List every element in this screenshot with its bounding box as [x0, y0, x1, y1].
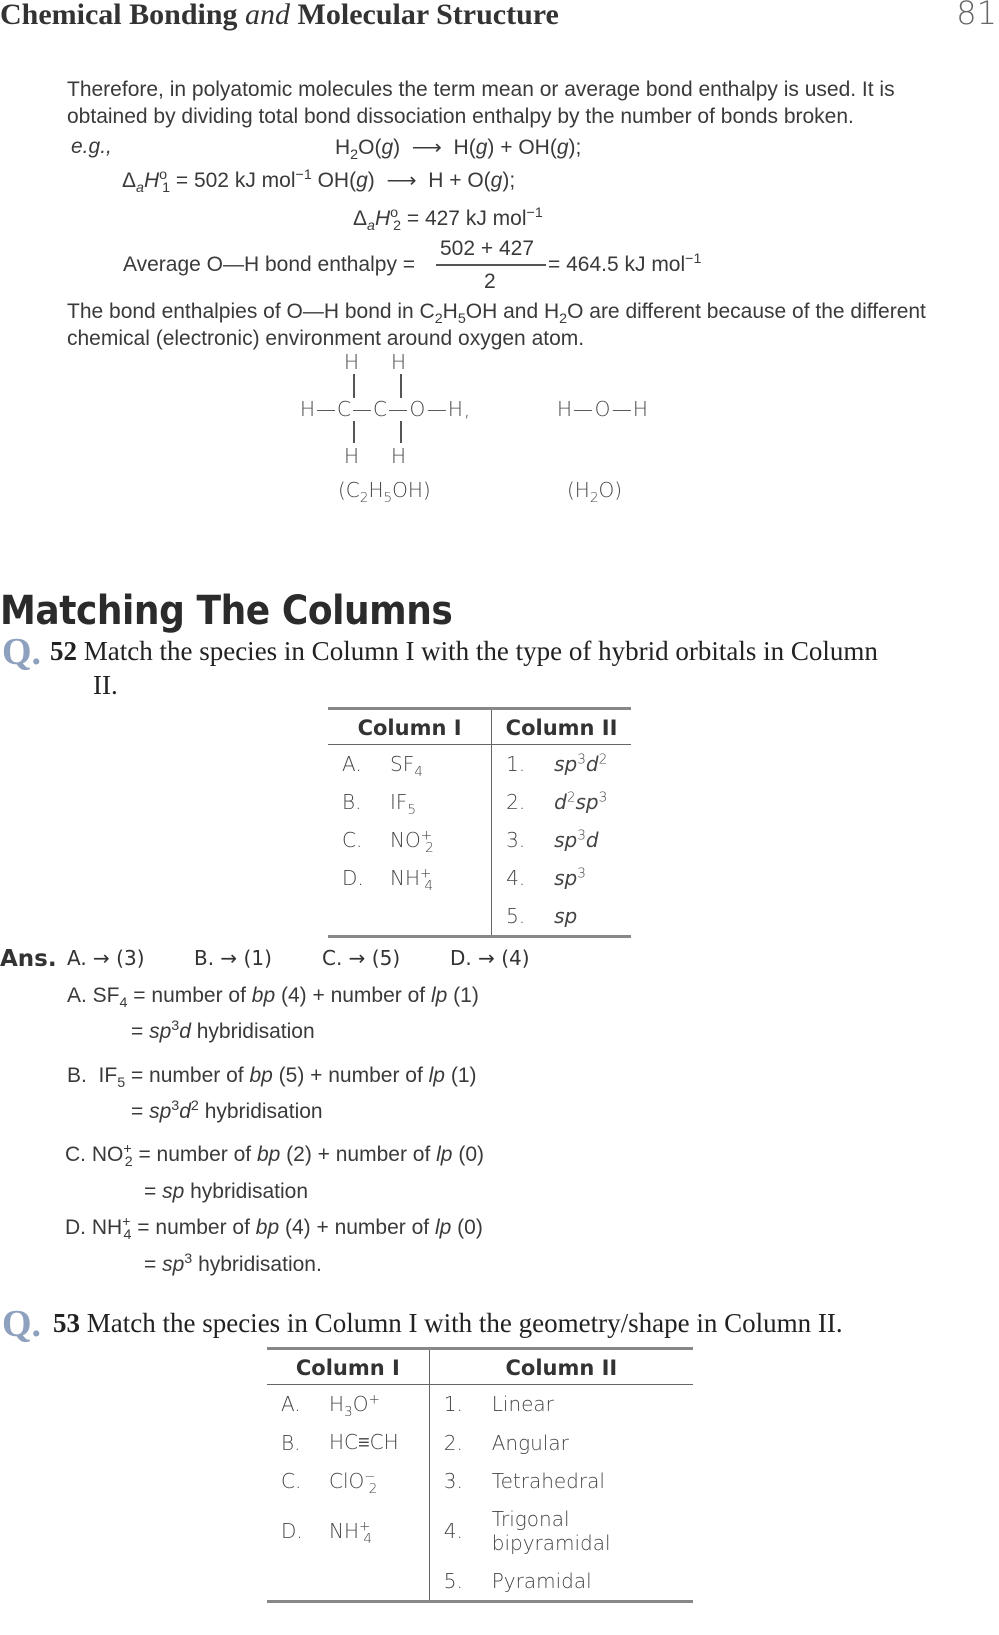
right-label: 4. [506, 866, 526, 890]
right-value: sp [544, 897, 631, 937]
bond-c2-top [400, 374, 402, 398]
header-title-part2: Molecular Structure [297, 0, 559, 31]
q52-line-2: II. [93, 670, 118, 700]
q53-number: 53 [53, 1308, 80, 1338]
eg-text: e.g., [71, 135, 112, 158]
table-row [328, 859, 631, 897]
left-value: $NH^+_4$ [319, 1500, 429, 1562]
left-label: D. [342, 866, 364, 890]
right-value: $d^2sp^3$ [554, 789, 608, 814]
ans52-expl-a1: A. $SF_4$ = number of bp (4) + number of lp (1) [67, 984, 479, 1012]
bond-c1-bottom [353, 421, 355, 443]
right-value: Tetrahedral [491, 1469, 605, 1493]
ans52-expl-b2: = $sp^3d^2$ hybridisation [131, 1098, 323, 1123]
header-title-part1: Chemical Bonding [0, 0, 238, 31]
right-value: $sp^3d$ [554, 827, 599, 852]
table-row [267, 1500, 693, 1562]
left-label: C. [342, 828, 363, 852]
left-value-empty [380, 897, 492, 937]
left-label: B. [342, 790, 362, 814]
left-label: C. [281, 1469, 302, 1493]
ans52-pair-a: A. → (3) [67, 946, 145, 970]
ans52-expl-a2: = $sp^3d$ hybridisation [131, 1018, 315, 1043]
equation-3: $\Delta_aH^o_2 = 427$ kJ mol$^{-1}$ [353, 205, 543, 235]
ans52-expl-d1: D. $NH^+_4$ = number of bp (4) + number of lp (0) [65, 1214, 483, 1244]
equation-1: $H_2O(g)$ ⟶ H(g) + OH(g); [335, 136, 582, 164]
avg-label: Average O—H bond enthalpy = [123, 253, 416, 276]
avg-denominator: 2 [484, 270, 496, 293]
right-label: 3. [443, 1469, 463, 1493]
page-number: 81 [956, 0, 997, 32]
left-label: B. [281, 1430, 301, 1455]
eg-label [71, 135, 112, 159]
left-value: $SF_4$ [380, 745, 492, 784]
left-value: $H_3O^+$ [319, 1385, 429, 1424]
ethanol-h-bot-2: H [391, 444, 407, 468]
right-label: 5. [492, 897, 545, 937]
left-value: ClO−$_2$ [319, 1462, 429, 1500]
q52-line-1 [50, 636, 878, 667]
q52-mark: Q. [2, 631, 42, 673]
para2-line-1: The bond enthalpies of O—H bond in $C_2H_5OH$ and $H_2O$ are different because of the different [67, 300, 926, 328]
q53-col2-header: Column II [429, 1349, 693, 1385]
para2-line-2: chemical (electronic) environment around oxygen atom. [67, 327, 585, 350]
ethanol-h-top-1: H [344, 350, 360, 374]
bond-c1-top [353, 374, 355, 398]
ans52-pair-c: C. → (5) [322, 946, 401, 970]
right-value: Linear [491, 1392, 554, 1416]
table-row [267, 1423, 693, 1462]
ans52-expl-b1: B. $IF_5$ = number of bp (5) + number of lp (1) [67, 1064, 477, 1092]
ans52-expl-d2: = $sp^3$ hybridisation. [144, 1251, 322, 1276]
ans52-pair-b: B. → (1) [194, 946, 272, 970]
table-row [267, 1562, 693, 1602]
table-row [328, 821, 631, 859]
header-title-connector: and [245, 0, 291, 31]
left-label: A. [281, 1392, 301, 1416]
avg-result: = 464.5 kJ mol$^{-1}$ [548, 251, 702, 276]
intro-line-1: Therefore, in polyatomic molecules the term mean or average bond enthalpy is used. It is [67, 78, 895, 101]
ethanol-h-bot-1: H [344, 444, 360, 468]
fraction-bar [436, 264, 546, 266]
q53-col1-header: Column I [267, 1349, 429, 1385]
q52-table [328, 707, 631, 938]
q53-table [267, 1347, 693, 1603]
ans52-expl-c1: C. $NO^+_2$ = number of bp (2) + number of lp (0) [65, 1141, 484, 1171]
q53-text: Match the species in Column I with the geometry/shape in Column II. [86, 1308, 843, 1338]
table-row [328, 897, 631, 937]
ans52-expl-c2: = sp hybridisation [144, 1180, 309, 1203]
q53-mark: Q. [2, 1303, 42, 1345]
right-label: 1. [506, 752, 526, 776]
ethanol-formula: $(C_2H_5OH)$ [338, 478, 431, 506]
left-label: D. [281, 1519, 303, 1543]
avg-result-text: = 464.5 kJ mol [548, 253, 686, 276]
right-value: $sp^3d^2$ [554, 751, 608, 776]
right-label: 3. [506, 828, 526, 852]
left-label-empty [328, 897, 380, 937]
q52-number: 52 [50, 636, 77, 666]
left-label-empty [267, 1562, 319, 1602]
right-label: 2. [443, 1430, 463, 1455]
q53-line [53, 1308, 843, 1339]
running-header [0, 0, 559, 32]
left-value: HC≡CH [319, 1423, 429, 1462]
equation-2: $\Delta_aH^o_1 = 502$ kJ mol$^{-1}$ OH(g) ⟶ H + O(g); [122, 167, 516, 197]
water-formula: $(H_2O)$ [567, 478, 623, 506]
water-chain: H—O—H [557, 397, 649, 421]
section-title: Matching The Columns [0, 588, 453, 634]
left-value: $IF_5$ [380, 783, 492, 821]
intro-line-2: obtained by dividing total bond dissociation enthalpy by the number of bonds broken. [67, 105, 854, 128]
right-value: $sp^3$ [554, 865, 586, 890]
ans52-pair-d: D. → (4) [450, 946, 530, 970]
ethanol-chain: H—C—C—O—H, [300, 397, 472, 421]
table-row [328, 783, 631, 821]
q52-text-1: Match the species in Column I with the type of hybrid orbitals in Column [83, 636, 878, 666]
right-label: 2. [506, 790, 526, 814]
right-value: Trigonal bipyramidal [491, 1507, 611, 1555]
right-label: 4. [443, 1519, 463, 1543]
avg-numerator: 502 + 427 [440, 237, 535, 260]
table-row [267, 1462, 693, 1500]
ethanol-h-top-2: H [391, 350, 407, 374]
left-value-empty [319, 1562, 429, 1602]
left-value: $NO^+_2$ [380, 821, 492, 859]
right-value: Pyramidal [482, 1562, 693, 1602]
bond-c2-bottom [400, 421, 402, 443]
right-value: Angular [491, 1430, 569, 1455]
q52-col2-header: Column II [492, 709, 631, 745]
right-label: 1. [443, 1392, 463, 1416]
q52-col1-header: Column I [328, 709, 492, 745]
left-label: A. [342, 752, 362, 776]
left-value: $NH^+_4$ [380, 859, 492, 897]
ans52-label: Ans. [0, 946, 57, 972]
table-row [267, 1385, 693, 1424]
right-label: 5. [429, 1562, 482, 1602]
table-row [328, 745, 631, 784]
